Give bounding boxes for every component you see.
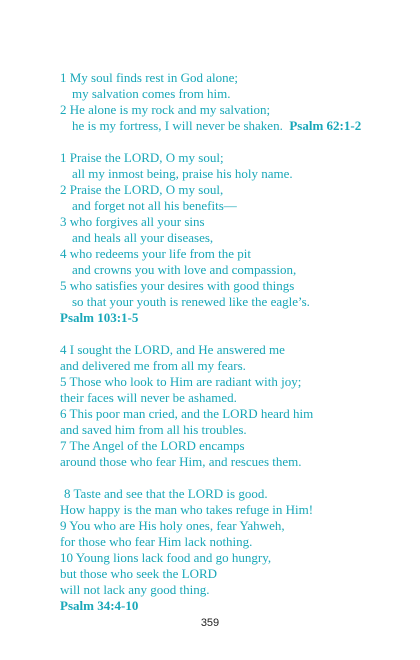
- stanza-gap: [60, 134, 390, 150]
- verse-line: 2 Praise the LORD, O my soul,: [60, 182, 224, 197]
- stanza-gap: [60, 470, 390, 486]
- psalm-103-passage: [60, 150, 390, 326]
- verse-line: 1 Praise the LORD, O my soul;: [60, 150, 224, 165]
- verse-line: their faces will never be ashamed.: [60, 390, 237, 405]
- verse-line: 1 My soul finds rest in God alone;: [60, 70, 239, 85]
- verse-line: 3 who forgives all your sins: [60, 214, 205, 229]
- verse-line: all my inmost being, praise his holy name.: [72, 166, 293, 181]
- verse-line: How happy is the man who takes refuge in Him!: [60, 502, 314, 517]
- page-number: 359: [200, 617, 220, 629]
- verse-line: 9 You who are His holy ones, fear Yahweh,: [60, 518, 285, 533]
- stanza-gap: [60, 326, 390, 342]
- verse-line: 7 The Angel of the LORD encamps: [60, 438, 245, 453]
- verse-line: around those who fear Him, and rescues them.: [60, 454, 302, 469]
- verse-line: and heals all your diseases,: [72, 230, 214, 245]
- psalm-34-passage-part-1: [60, 342, 390, 470]
- psalm-text-block: [60, 70, 390, 614]
- verse-line: 5 who satisfies your desires with good things: [60, 278, 295, 293]
- verse-line: but those who seek the LORD: [60, 566, 218, 581]
- verse-line: will not lack any good thing.: [60, 582, 210, 597]
- psalm-62-passage: [60, 70, 390, 134]
- verse-line: and saved him from all his troubles.: [60, 422, 247, 437]
- verse-line-text: he is my fortress, I will never be shaken.: [72, 118, 283, 133]
- verse-line: so that your youth is renewed like the eagle’s.: [72, 294, 310, 309]
- verse-line: 4 I sought the LORD, and He answered me: [60, 342, 285, 357]
- verse-line: 6 This poor man cried, and the LORD heard him: [60, 406, 314, 421]
- verse-line: and delivered me from all my fears.: [60, 358, 246, 373]
- psalm-reference: Psalm 62:1-2: [289, 118, 362, 133]
- verse-line: 10 Young lions lack food and go hungry,: [60, 550, 272, 565]
- verse-line: 5 Those who look to Him are radiant with joy;: [60, 374, 302, 389]
- verse-line: my salvation comes from him.: [72, 86, 231, 101]
- verse-line: and forget not all his benefits—: [72, 198, 237, 213]
- verse-line: 4 who redeems your life from the pit: [60, 246, 251, 261]
- verse-line: 8 Taste and see that the LORD is good.: [64, 486, 268, 501]
- verse-line-with-reference: [60, 118, 390, 134]
- verse-line: and crowns you with love and compassion,: [72, 262, 297, 277]
- psalm-34-passage-part-2: [60, 486, 390, 614]
- psalm-reference: Psalm 34:4-10: [60, 598, 139, 613]
- verse-line: for those who fear Him lack nothing.: [60, 534, 253, 549]
- verse-line: 2 He alone is my rock and my salvation;: [60, 102, 271, 117]
- psalm-reference: Psalm 103:1-5: [60, 310, 139, 325]
